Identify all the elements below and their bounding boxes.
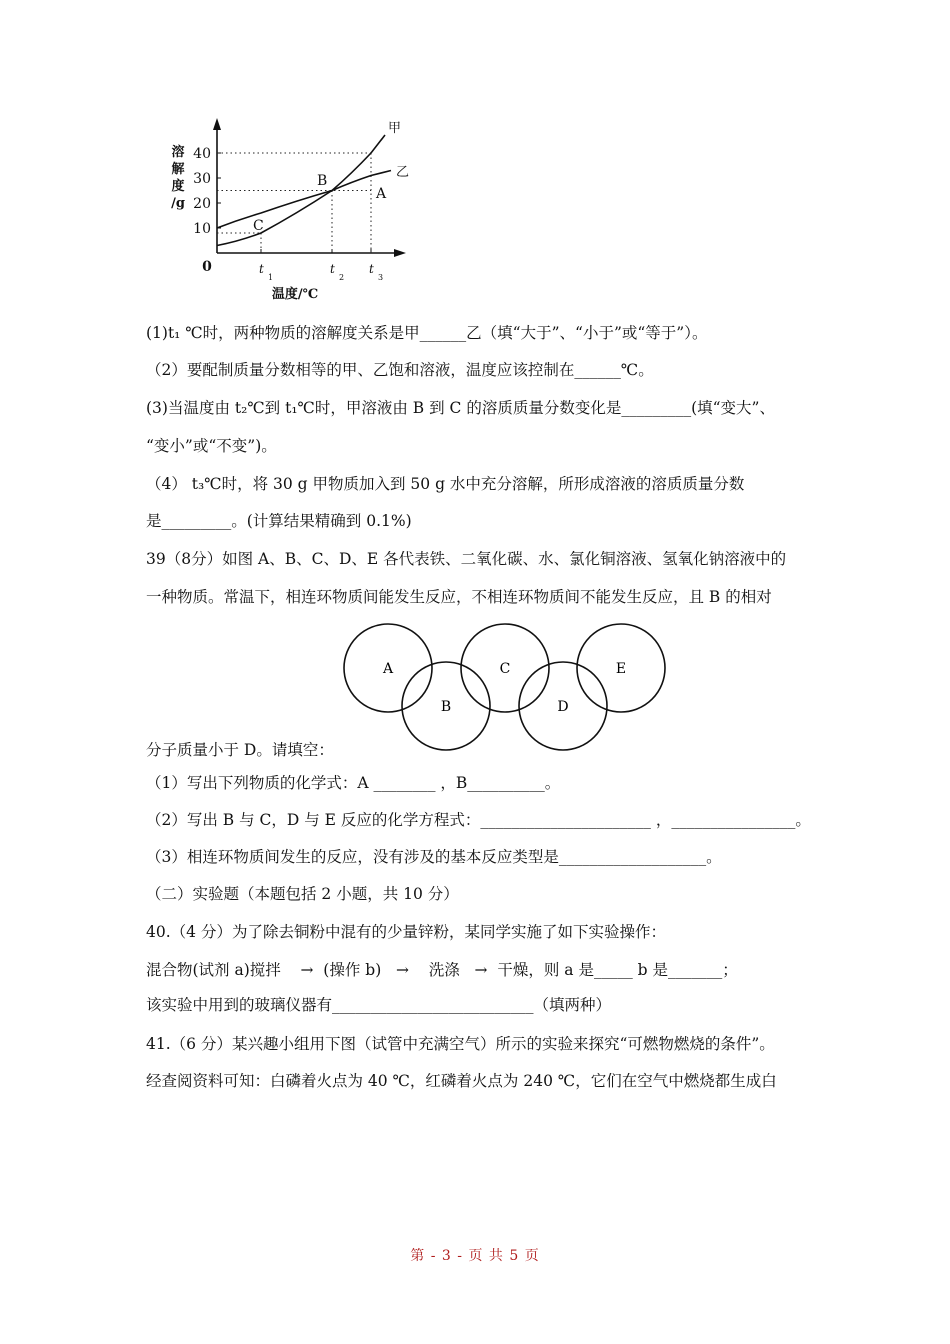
problem-39-question-1: （1）写出下列物质的化学式：A ________ ，B__________。 [146,774,561,792]
y-tick-label: 30 [193,171,211,187]
y-axis-label-unit: /g [171,196,185,211]
problem-40-line-3: 该实验中用到的玻璃仪器有__________________________（填两种） [146,996,612,1014]
solubility-chart [160,110,420,310]
point-label-C: C [253,218,264,234]
problem-41-line-2: 经查阅资料可知：白磷着火点为 40 ℃，红磷着火点为 240 ℃，它们在空气中燃烧都生成白 [146,1072,777,1090]
problem-39-question-2: （2）写出 B 与 C，D 与 E 反应的化学方程式：______________________ ，________________。 [146,811,811,829]
y-axis-label-char: 溶 [171,145,185,160]
y-axis-label-char: 解 [171,162,185,177]
ring-label-E: E [615,661,627,677]
ring-label-A: A [382,661,394,677]
point-label-B: B [317,173,328,189]
problem-39-line-3: 分子质量小于 D。请填空： [146,741,334,759]
x-tick-subscript: 1 [268,273,274,282]
x-axis-label: 温度/℃ [271,287,319,302]
question-3-line-2: “变小”或“不变”)。 [146,437,277,455]
y-tick-label: 20 [193,196,211,212]
series-curve-1 [217,135,385,246]
ring-label-B: B [440,699,452,715]
section-heading: （二）实验题（本题包括 2 小题，共 10 分） [146,885,459,903]
y-axis-arrow [213,118,221,130]
x-tick-subscript: 2 [339,273,345,282]
problem-41-line-1: 41.（6 分）某兴趣小组用下图（试管中充满空气）所示的实验来探究“可燃物燃烧的条件”。 [146,1035,775,1053]
question-3-line-1: (3)当温度由 t₂℃到 t₁℃时，甲溶液由 B 到 C 的溶质质量分数变化是_________(填“变大”、 [146,399,775,417]
x-tick-label: t [330,262,335,276]
problem-39-question-3: （3）相连环物质间发生的反应，没有涉及的基本反应类型是___________________。 [146,848,722,866]
series-label-2: 乙 [396,165,410,180]
x-tick-label: t [259,262,264,276]
series-label-1: 甲 [388,121,402,136]
origin-label: 0 [202,259,212,275]
page-footer: 第 - 3 - 页 共 5 页 [410,1248,540,1264]
problem-40-line-2: 混合物(试剂 a)搅拌 → (操作 b) → 洗涤 → 干燥，则 a 是_____ b 是_______； [146,961,738,979]
problem-39-line-2: 一种物质。常温下，相连环物质间能发生反应，不相连环物质间不能发生反应，且 B 的相对 [146,588,772,606]
point-label-A: A [376,186,387,202]
x-axis-arrow [394,249,406,257]
question-4-line-1: （4） t₃℃时，将 30 g 甲物质加入到 50 g 水中充分溶解，所形成溶液的溶质质量分数 [146,475,745,493]
ring-label-C: C [499,661,511,677]
question-2: （2）要配制质量分数相等的甲、乙饱和溶液，温度应该控制在______℃。 [146,361,654,379]
y-tick-label: 40 [193,146,211,162]
x-tick-label: t [369,262,374,276]
y-tick-label: 10 [193,221,211,237]
y-axis-label-char: 度 [171,179,185,194]
series-curve-2 [217,171,391,229]
ring-label-D: D [557,699,569,715]
rings-diagram [340,620,680,760]
problem-40-line-1: 40.（4 分）为了除去铜粉中混有的少量锌粉，某同学实施了如下实验操作： [146,923,666,941]
problem-39-line-1: 39（8分）如图 A、B、C、D、E 各代表铁、二氧化碳、水、氯化铜溶液、氢氧化钠溶液中的 [146,550,787,568]
question-4-line-2: 是_________。(计算结果精确到 0.1%) [146,512,412,530]
question-1: (1)t₁ ℃时，两种物质的溶解度关系是甲______乙（填“大于”、“小于”或“等于”）。 [146,324,708,342]
x-tick-subscript: 3 [378,273,384,282]
